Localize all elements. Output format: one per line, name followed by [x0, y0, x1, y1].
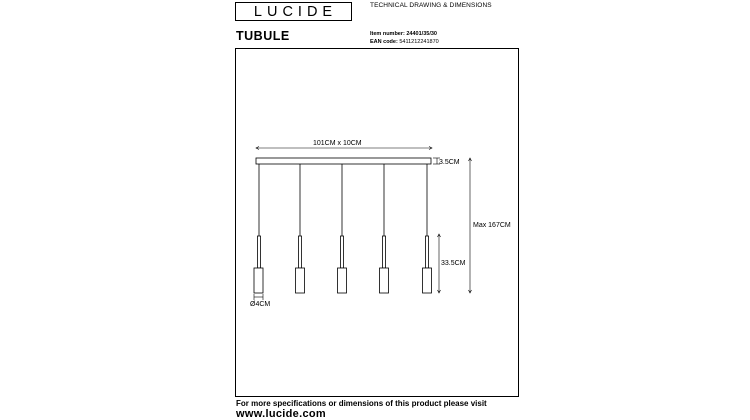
document-subtitle: TECHNICAL DRAWING & DIMENSIONS: [370, 2, 492, 9]
max-height-label: Max 167CM: [473, 222, 511, 229]
canopy-height-label: 3.5CM: [439, 159, 460, 166]
pendant-4: [380, 164, 389, 293]
product-name: TUBULE: [236, 29, 290, 43]
footer-note: For more specifications or dimensions of this product please visit: [236, 399, 487, 408]
pendant-3: [338, 164, 347, 293]
diameter-label: Ø4CM: [250, 301, 271, 308]
ean-code-label: EAN code:: [370, 39, 398, 45]
max-height-dimension: [469, 158, 472, 293]
width-label: 101CM x 10CM: [313, 140, 362, 147]
diameter-dimension: [254, 294, 263, 300]
item-number-value: 24401/35/30: [406, 31, 437, 37]
pendant-5: [423, 164, 432, 293]
canopy-bar: [256, 158, 431, 164]
pendant-2: [296, 164, 305, 293]
logo-text: LUCIDE: [253, 3, 338, 20]
pendant-1: [254, 164, 263, 293]
website-link[interactable]: www.lucide.com: [236, 408, 326, 420]
ean-code-value: 5411212241870: [399, 39, 439, 45]
item-number-label: Item number:: [370, 31, 405, 37]
shade-height-label: 33.5CM: [441, 260, 466, 267]
